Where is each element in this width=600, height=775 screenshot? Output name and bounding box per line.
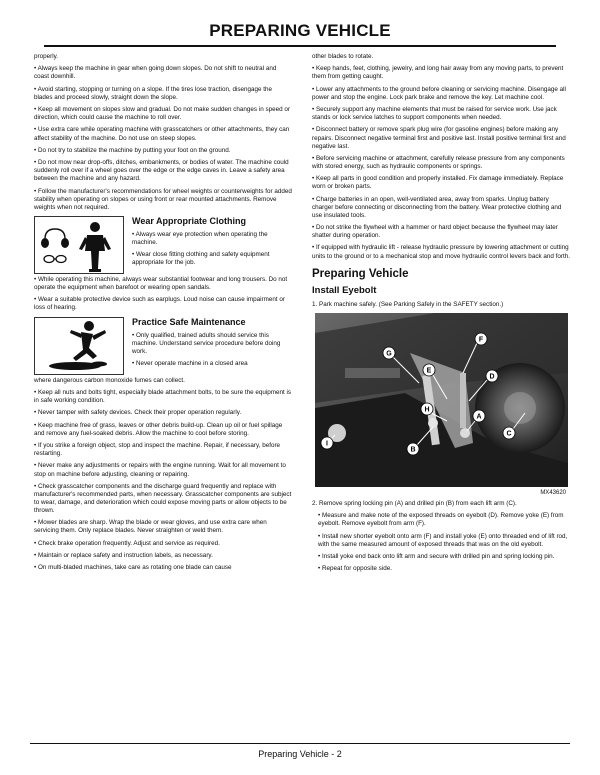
paragraph: • Disconnect battery or remove spark plug wire (for gasoline engines) before making any repairs. Disconnect negative terminal first and positive last. Install positive terminal first and negative last.: [312, 126, 566, 150]
paragraph: properly.: [34, 53, 59, 60]
paragraph: • Do not try to stabilize the machine by putting your foot on the ground.: [34, 146, 231, 154]
sub-step: • Install new shorter eyebolt onto arm (F) and install yoke (E) onto threaded end of lift rod, with the same measured amount of exposed threads that was on the old eyebolt.: [318, 532, 568, 548]
maintenance-section: [34, 317, 292, 375]
paragraph: • Always wear eye protection when operating the machine.: [132, 231, 268, 247]
paragraph: • Do not strike the flywheel with a hammer or hard object because the flywheel may later shatter during operation.: [312, 224, 558, 240]
section-heading: Preparing Vehicle: [312, 267, 409, 280]
paragraph: other blades to rotate.: [312, 53, 374, 60]
slipping-person-icon: [34, 317, 124, 375]
paragraph: • Never make any adjustments or repairs with the engine running. Wait for all movement to stop on machine before adjusting, cleaning or repairing.: [34, 462, 286, 478]
paragraph: • While operating this machine, always wear substantial footwear and long trousers. Do not operate the equipment when barefoot or wearing open sandals.: [34, 276, 288, 292]
paragraph: • Keep all nuts and bolts tight, especially blade attachment bolts, to be sure the equipment is in safe working condition.: [34, 389, 292, 405]
paragraph: • Do not mow near drop-offs, ditches, embankments, or bodies of water. The machine could suddenly roll over if a wheel goes over the edge or the edge caves in. Leave a safety area between the machine and any hazard.: [34, 159, 289, 183]
paragraph: • Keep all parts in good condition and properly installed. Fix damage immediately. Replace worn or broken parts.: [312, 175, 564, 191]
paragraph: • Check grasscatcher components and the discharge guard frequently and replace with manufacturer's recommended parts, when necessary. Grasscatcher components are subject to wear, damage, and deterioration which could expose moving parts or allow objects to be thrown.: [34, 482, 292, 515]
callout-label-c: C: [506, 430, 512, 438]
paragraph: • Mower blades are sharp. Wrap the blade or wear gloves, and use extra care when servicing them. Only replace blades. Never straighten or weld them.: [34, 519, 267, 535]
callout-label-i: I: [326, 440, 328, 448]
paragraph: • Before servicing machine or attachment, carefully release pressure from any components with stored energy, such as hydraulic components or springs.: [312, 154, 565, 170]
clothing-section: [34, 216, 292, 274]
page-title: PREPARING VEHICLE: [209, 21, 391, 40]
eyebolt-photo-svg: [315, 313, 568, 487]
footer-text: Preparing Vehicle - 2: [258, 749, 342, 759]
sub-step: • Repeat for opposite side.: [318, 565, 392, 573]
callout-label-b: B: [410, 446, 416, 454]
paragraph: where dangerous carbon monoxide fumes can collect.: [34, 376, 185, 384]
paragraph: • Lower any attachments to the ground before cleaning or servicing machine. Disengage all power and stop the engine. Lock park brake and remove the key. Let machine cool.: [312, 85, 566, 101]
figure-id: MX43620: [540, 489, 566, 496]
section-title: Practice Safe Maintenance: [132, 316, 246, 327]
callout-label-f: F: [478, 336, 484, 344]
paragraph: • If you strike a foreign object, stop and inspect the machine. Repair, if necessary, before restarting.: [34, 442, 281, 458]
right-column: [312, 53, 570, 578]
callout-label-d: D: [489, 373, 495, 381]
page-header: [44, 20, 556, 47]
paragraph: • Always keep the machine in gear when going down slopes. Do not shift to neutral and coast downhill.: [34, 65, 277, 81]
page-footer: [30, 743, 570, 759]
paragraph: • Keep machine free of grass, leaves or other debris build-up. Clean up oil or fuel spillage and remove any fuel-soaked debris. Allow the machine to cool before storing.: [34, 421, 283, 437]
paragraph: • Never operate machine in a closed area: [132, 360, 248, 368]
sub-step: • Measure and make note of the exposed threads on eyebolt (D). Remove yoke (E) from eyebolt. Remove eyebolt from arm (F).: [318, 512, 564, 528]
paragraph: • Only qualified, trained adults should service this machine. Understand service procedure before doing work.: [132, 331, 281, 355]
callout-label-h: H: [424, 406, 430, 414]
step-text: 2. Remove spring locking pin (A) and drilled pin (B) from each lift arm (C).: [312, 500, 517, 508]
step-text: 1. Park machine safely. (See Parking Safely in the SAFETY section.): [312, 300, 504, 308]
left-column: [34, 53, 292, 577]
paragraph: • Follow the manufacturer's recommendations for wheel weights or counterweights for added stability when operating on slopes or using front or rear mounted attachments. Remove weights when not required.: [34, 187, 292, 211]
paragraph: • If equipped with hydraulic lift - release hydraulic pressure by lowering attachment or cutting units to the ground or to a mechanical stop and move hydraulic control levers back and forth.: [312, 244, 570, 260]
eyebolt-photo: [315, 313, 568, 487]
paragraph: • Charge batteries in an open, well-ventilated area, away from sparks. Unplug battery charger before connecting or disconnecting from the battery. Wear protective clothing and use insulated tools.: [312, 195, 562, 219]
paragraph: • On multi-bladed machines, take care as rotating one blade can cause: [34, 564, 232, 572]
paragraph: • Securely support any machine elements that must be raised for service work. Use jack stands or lock service latches to support components when needed.: [312, 106, 557, 122]
paragraph: • Avoid starting, stopping or turning on a slope. If the tires lose traction, disengage the blades and proceed slowly, straight down the slope.: [34, 85, 273, 101]
protective-gear-icon: [34, 216, 124, 274]
section-title: Wear Appropriate Clothing: [132, 216, 247, 226]
paragraph: • Maintain or replace safety and instruction labels, as necessary.: [34, 552, 213, 560]
paragraph: • Keep all movement on slopes slow and gradual. Do not make sudden changes in speed or direction, which could cause the machine to roll over.: [34, 106, 290, 122]
paragraph: • Wear close fitting clothing and safety equipment appropriate for the job.: [132, 251, 270, 267]
paragraph: • Wear a suitable protective device such as earplugs. Loud noise can cause impairment or loss of hearing.: [34, 296, 285, 312]
paragraph: • Check brake operation frequently. Adjust and service as required.: [34, 539, 220, 547]
paragraph: • Never tamper with safety devices. Check their proper operation regularly.: [34, 409, 242, 417]
paragraph: • Keep hands, feet, clothing, jewelry, and long hair away from any moving parts, to prevent them from getting caught.: [312, 65, 564, 81]
callout-label-e: E: [426, 367, 432, 375]
callout-label-g: G: [386, 350, 392, 358]
subsection-heading: Install Eyebolt: [312, 284, 377, 296]
paragraph: • Use extra care while operating machine with grasscatchers or other attachments, they can affect stability of the machine. Do not use on steep slopes.: [34, 126, 290, 142]
sub-step: • Install yoke end back onto lift arm and secure with drilled pin and spring locking pin.: [318, 553, 555, 561]
callout-label-a: A: [476, 413, 482, 421]
